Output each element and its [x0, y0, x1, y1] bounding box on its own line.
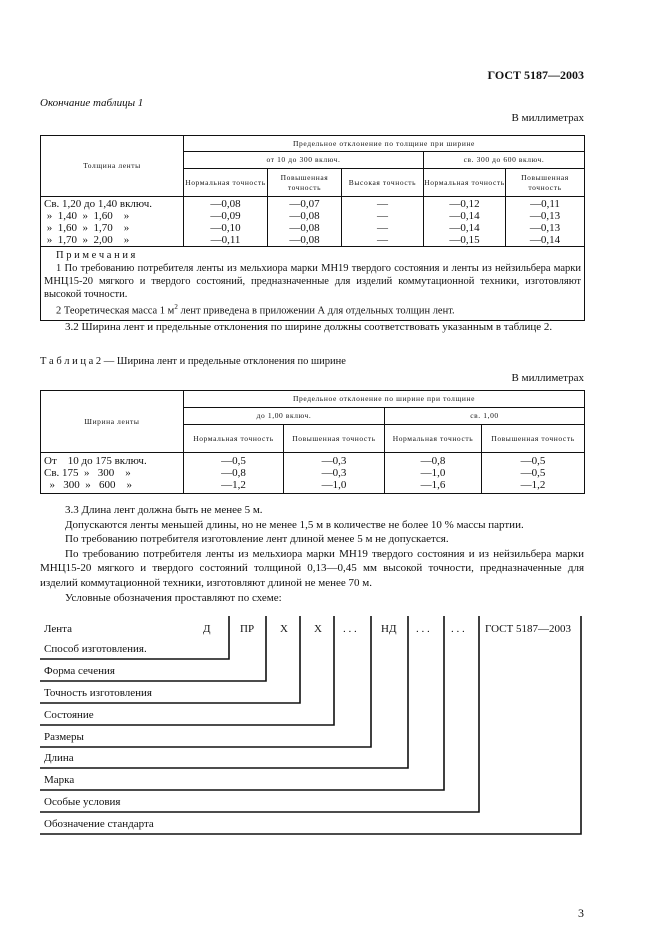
subgroup-header: св. 300 до 600 включ. [424, 152, 585, 169]
column-header: Нормальная точность [424, 169, 506, 197]
table-cell-column: —0,5 —0,8 —1,2 [184, 453, 284, 494]
table2-caption: Т а б л и ц а 2 — Ширина лент и предельные отклонения по ширине [40, 356, 346, 367]
paragraph: По требованию потребителя изготовление лент длиной менее 5 м не допускается. [65, 533, 449, 546]
row-labels: Св. 1,20 до 1,40 включ. » 1,40 » 1,60 » » 1,60 » 1,70 » » 1,70 » 2,00 » [41, 197, 184, 247]
column-header: Высокая точность [342, 169, 424, 197]
table-cell-column: —0,11 —0,13 —0,13 —0,14 [506, 197, 585, 247]
subgroup-header: до 1,00 включ. [184, 408, 385, 425]
scheme-code: Х [314, 623, 322, 635]
note-2: 2 Теоретическая масса 1 $м^2$ лент приведена в приложении А для отдельных толщин лент. [56, 303, 455, 317]
scheme-label: Точность изготовления [44, 687, 152, 699]
scheme-code: ГОСТ 5187—2003 [485, 623, 571, 635]
scheme-title: Лента [44, 623, 72, 635]
paragraph: Допускаются ленты меньшей длины, но не менее 1,5 м в количестве не более 10 % массы партии. [65, 518, 524, 531]
scheme-code: Х [280, 623, 288, 635]
scheme-code: Д [203, 623, 211, 635]
scheme-label: Размеры [44, 731, 84, 743]
table-notes [41, 247, 585, 321]
scheme-code: . . . [343, 623, 357, 635]
group-header: Предельное отклонение по ширине при толщине [184, 391, 585, 408]
scheme-label: Длина [44, 752, 74, 764]
scheme-label: Обозначение стандарта [44, 818, 154, 830]
scheme-label: Форма сечения [44, 665, 115, 677]
table-cell-column: —0,5 —0,5 —1,2 [482, 453, 585, 494]
column-header: Повышенная точность [506, 169, 585, 197]
scheme-code: НД [381, 623, 397, 635]
table-cell-column: — — — — [342, 197, 424, 247]
group-header: Предельное отклонение по толщине при ширине [184, 136, 585, 152]
paragraph: По требованию потребителя ленты из мельхиора марки МН19 твердого состояния и из нейзильбера марки МНЦ15-20 мягкого и твердого состояний толщиной 0,13—0,45 мм высокой точности, предназначенные для изделий коммутационной техники, изготовляют длиной не менее 70 м. [40, 547, 584, 589]
page-number: 3 [578, 906, 584, 920]
table1-units: В миллиметрах [511, 112, 584, 124]
note-1: 1 По требованию потребителя ленты из мельхиора марки МН19 твердого состояния и ленты из нейзильбера марки МНЦ15-20 мягкого и твердого состояний, предназначенные для изделий коммутационной техники, изготовляют высокой точности. [44, 263, 581, 300]
column-header: Повышенная точность [268, 169, 342, 197]
column-header: Нормальная точность [184, 425, 284, 453]
paragraph: Условные обозначения проставляют по схеме: [65, 591, 282, 604]
table-data-rows [41, 197, 585, 247]
column-header: Повышенная точность [482, 425, 585, 453]
table-cell-column: —0,8 —1,0 —1,6 [385, 453, 482, 494]
table-cell-column: —0,3 —0,3 —1,0 [284, 453, 385, 494]
column-header: Нормальная точность [184, 169, 268, 197]
table-1 [40, 135, 585, 321]
column-header: Нормальная точность [385, 425, 482, 453]
paragraph: 3.3 Длина лент должна быть не менее 5 м. [65, 504, 263, 516]
col-header-thickness: Толщина ленты [41, 136, 184, 197]
scheme-code: ПР [240, 623, 255, 635]
table1-caption: Окончание таблицы 1 [40, 97, 144, 109]
table-cell-column: —0,08 —0,09 —0,10 —0,11 [184, 197, 268, 247]
table-cell-column: —0,12 —0,14 —0,14 —0,15 [424, 197, 506, 247]
paragraph-3-2: 3.2 Ширина лент и предельные отклонения по ширине должны соответствовать указанным в таблице 2. [65, 321, 553, 333]
scheme-label: Особые условия [44, 796, 121, 808]
section-3-3 [40, 503, 584, 605]
scheme-code: . . . [416, 623, 430, 635]
scheme-label: Состояние [44, 709, 94, 721]
table-2 [40, 390, 585, 494]
table-cell-column: —0,07 —0,08 —0,08 —0,08 [268, 197, 342, 247]
col-header-width: Ширина ленты [41, 391, 184, 453]
scheme-label: Марка [44, 774, 75, 786]
notes-title: П р и м е ч а н и я [56, 250, 136, 261]
row-labels: От 10 до 175 включ. Св. 175 » 300 » » 300 » 600 » [41, 453, 184, 494]
scheme-label: Способ изготовления. [44, 643, 147, 655]
table2-units: В миллиметрах [511, 372, 584, 384]
subgroup-header: от 10 до 300 включ. [184, 152, 424, 169]
column-header: Повышенная точность [284, 425, 385, 453]
subgroup-header: св. 1,00 [385, 408, 585, 425]
scheme-code: . . . [451, 623, 465, 635]
document-standard-header: ГОСТ 5187—2003 [487, 68, 584, 82]
